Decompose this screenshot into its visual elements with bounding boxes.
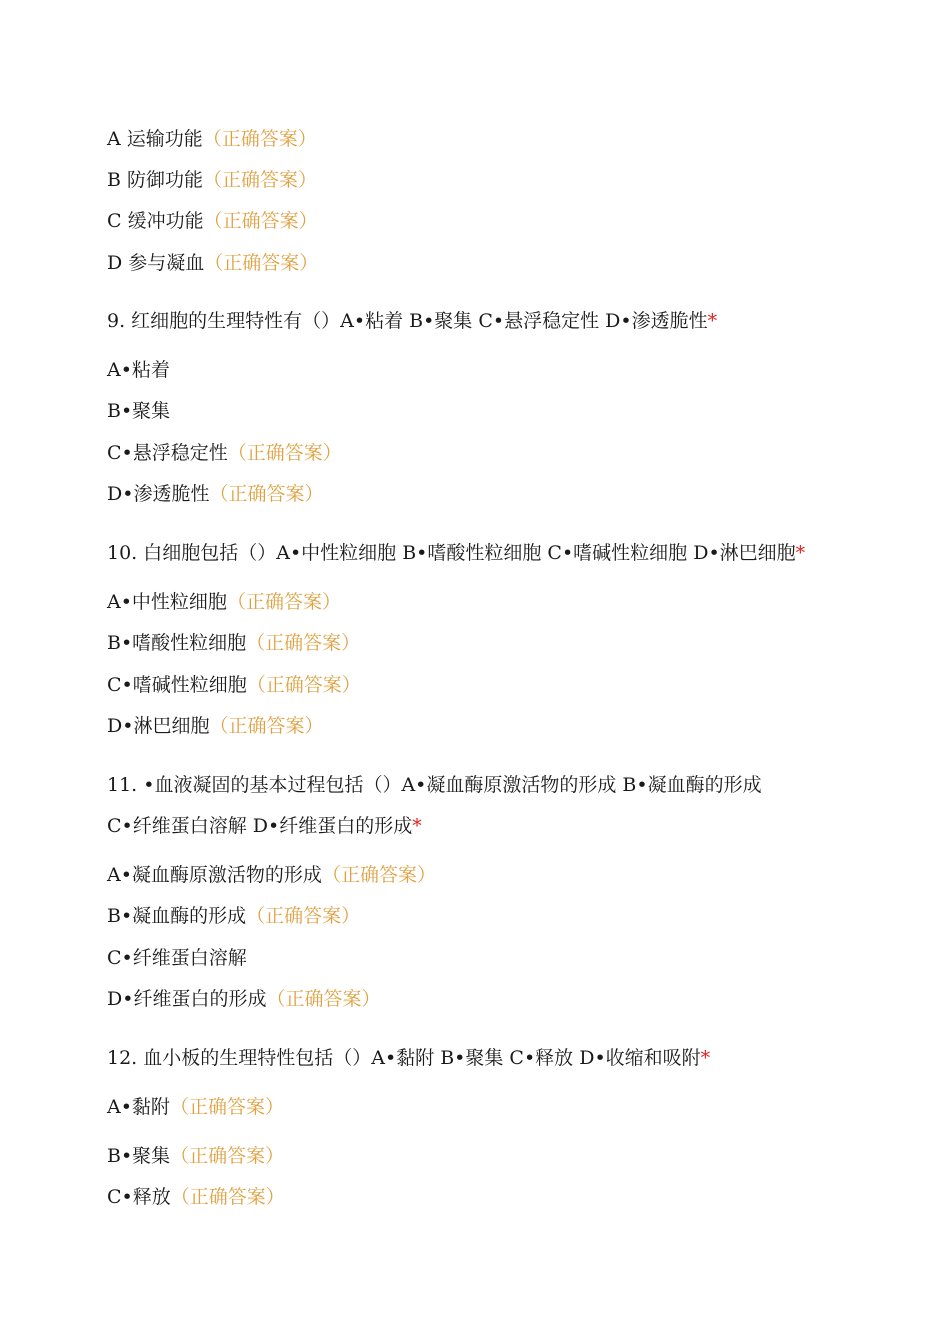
option-text: B 防御功能 xyxy=(107,169,204,191)
required-mark: * xyxy=(700,1047,711,1069)
option-text: A•粘着 xyxy=(107,359,170,381)
required-mark: * xyxy=(795,542,806,564)
option-q12-c xyxy=(107,1184,285,1210)
option-q8-c xyxy=(107,208,318,234)
question-11-title-line2 xyxy=(107,813,422,839)
question-text: 12. 血小板的生理特性包括（）A•黏附 B•聚集 C•释放 D•收缩和吸附 xyxy=(107,1047,701,1069)
correct-answer-tag: （正确答案） xyxy=(246,674,361,696)
option-q11-d xyxy=(107,986,380,1012)
correct-answer-tag: （正确答案） xyxy=(227,442,342,464)
correct-answer-tag: （正确答案） xyxy=(169,1096,284,1118)
option-q11-b xyxy=(107,903,360,929)
option-q11-c xyxy=(107,945,247,971)
option-text: C•悬浮稳定性 xyxy=(107,442,228,464)
correct-answer-tag: （正确答案） xyxy=(202,128,317,150)
question-text: C•纤维蛋白溶解 D•纤维蛋白的形成 xyxy=(107,815,413,837)
option-text: D•淋巴细胞 xyxy=(107,715,210,737)
option-text: D 参与凝血 xyxy=(107,252,205,274)
option-text: C•纤维蛋白溶解 xyxy=(107,947,247,969)
option-text: C•嗜碱性粒细胞 xyxy=(107,674,247,696)
correct-answer-tag: （正确答案） xyxy=(246,905,361,927)
correct-answer-tag: （正确答案） xyxy=(170,1186,285,1208)
option-q9-c xyxy=(107,440,342,466)
option-text: B•嗜酸性粒细胞 xyxy=(107,632,247,654)
question-text: 11. •血液凝固的基本过程包括（）A•凝血酶原激活物的形成 B•凝血酶的形成 xyxy=(107,774,762,796)
correct-answer-tag: （正确答案） xyxy=(204,252,319,274)
question-text: 9. 红细胞的生理特性有（）A•粘着 B•聚集 C•悬浮稳定性 D•渗透脆性 xyxy=(107,310,708,332)
correct-answer-tag: （正确答案） xyxy=(321,864,436,886)
question-9-title xyxy=(107,308,717,334)
option-text: B•聚集 xyxy=(107,400,171,422)
question-text: 10. 白细胞包括（）A•中性粒细胞 B•嗜酸性粒细胞 C•嗜碱性粒细胞 D•淋巴细胞 xyxy=(107,542,796,564)
option-q8-b xyxy=(107,167,317,193)
option-q10-b xyxy=(107,630,360,656)
correct-answer-tag: （正确答案） xyxy=(209,483,324,505)
option-q8-d xyxy=(107,250,318,276)
question-12-title xyxy=(107,1045,710,1071)
option-q12-b xyxy=(107,1143,284,1169)
option-q12-a xyxy=(107,1094,284,1120)
option-q10-d xyxy=(107,713,323,739)
option-text: C 缓冲功能 xyxy=(107,210,204,232)
correct-answer-tag: （正确答案） xyxy=(170,1145,285,1167)
option-q9-b xyxy=(107,398,170,424)
option-text: A•黏附 xyxy=(107,1096,170,1118)
option-q10-a xyxy=(107,589,341,615)
option-q8-a xyxy=(107,126,317,152)
option-text: A 运输功能 xyxy=(107,128,203,150)
option-text: A•凝血酶原激活物的形成 xyxy=(107,864,322,886)
question-11-title-line1 xyxy=(107,772,762,798)
correct-answer-tag: （正确答案） xyxy=(209,715,324,737)
correct-answer-tag: （正确答案） xyxy=(226,591,341,613)
option-q9-a xyxy=(107,357,170,383)
required-mark: * xyxy=(707,310,718,332)
option-q10-c xyxy=(107,672,361,698)
option-text: B•凝血酶的形成 xyxy=(107,905,247,927)
option-text: C•释放 xyxy=(107,1186,171,1208)
option-q9-d xyxy=(107,481,323,507)
option-text: B•聚集 xyxy=(107,1145,171,1167)
correct-answer-tag: （正确答案） xyxy=(266,988,381,1010)
option-text: D•纤维蛋白的形成 xyxy=(107,988,267,1010)
correct-answer-tag: （正确答案） xyxy=(246,632,361,654)
correct-answer-tag: （正确答案） xyxy=(203,169,318,191)
correct-answer-tag: （正确答案） xyxy=(203,210,318,232)
option-q11-a xyxy=(107,862,436,888)
question-10-title xyxy=(107,540,805,566)
option-text: D•渗透脆性 xyxy=(107,483,210,505)
required-mark: * xyxy=(412,815,422,837)
option-text: A•中性粒细胞 xyxy=(107,591,227,613)
